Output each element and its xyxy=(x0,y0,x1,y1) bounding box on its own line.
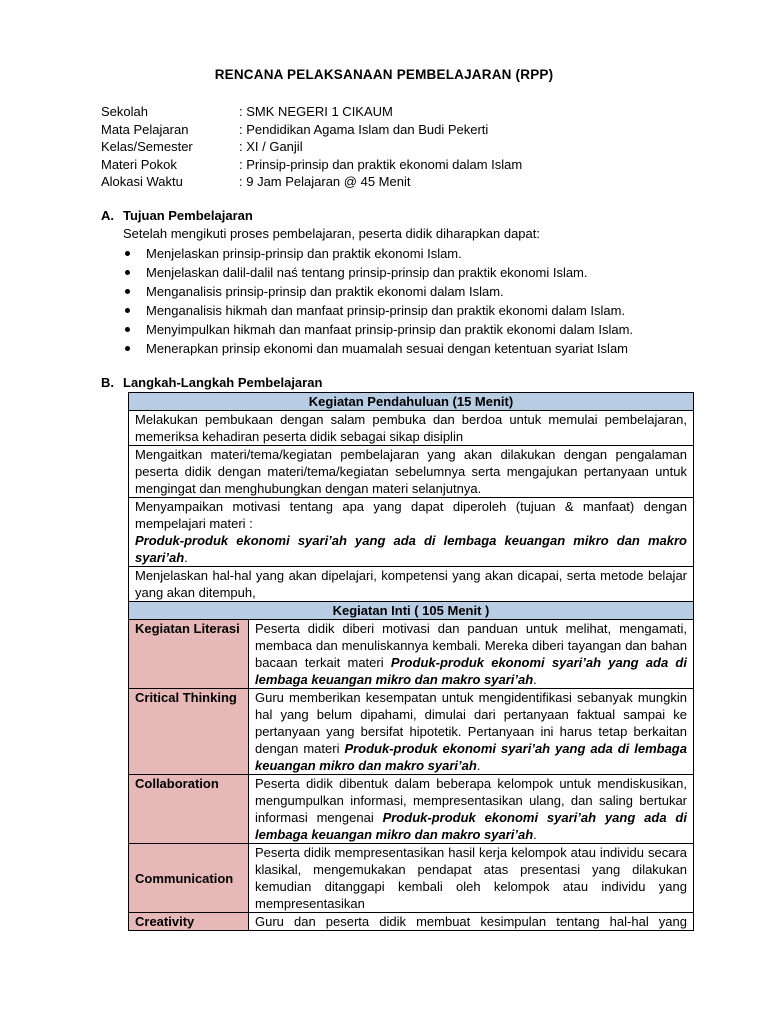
list-item-text: Menganalisis hikmah dan manfaat prinsip-prinsip dan praktik ekonomi dalam Islam. xyxy=(146,303,626,318)
activity-label: Creativity xyxy=(129,913,249,931)
step-text: Peserta didik dibentuk dalam beberapa kelompok untuk mendiskusikan, mengumpulkan informasi, mempresentasikan ulang, dan saling bertukar informasi mengenai xyxy=(255,776,687,825)
list-item xyxy=(123,339,633,358)
list-item xyxy=(123,282,633,301)
identity-label: Sekolah xyxy=(101,104,148,119)
identity-value: : 9 Jam Pelajaran @ 45 Menit xyxy=(239,174,411,189)
activity-label: Kegiatan Literasi xyxy=(129,620,249,689)
table-row xyxy=(129,689,694,775)
section-number: B. xyxy=(101,375,114,390)
list-item-text: Menyimpulkan hikmah dan manfaat prinsip-prinsip dan praktik ekonomi dalam Islam. xyxy=(146,322,634,337)
activity-description: Peserta didik diberi motivasi dan panduan untuk melihat, mengamati, membaca dan menuliskannya kembali. Mereka diberi tayangan dan bahan bacaan terkait materi Produk-produk ekonomi syari’ah yang ada di lembaga keuangan mikro dan makro syari’ah. xyxy=(249,620,694,689)
identity-label: Mata Pelajaran xyxy=(101,121,189,137)
table-row xyxy=(129,620,694,689)
section-number: A. xyxy=(101,208,114,223)
identity-row xyxy=(101,156,522,174)
identity-value: : Prinsip-prinsip dan praktik ekonomi dalam Islam xyxy=(239,156,523,172)
list-item xyxy=(123,301,633,320)
section-title: Tujuan Pembelajaran xyxy=(123,208,253,223)
pendahuluan-header: Kegiatan Pendahuluan (15 Menit) xyxy=(129,393,694,411)
table-row xyxy=(129,602,694,620)
activity-label: Communication xyxy=(129,844,249,913)
section-title: Langkah-Langkah Pembelajaran xyxy=(123,375,323,390)
step-text: Guru memberikan kesempatan untuk mengidentifikasi sebanyak mungkin hal yang belum dipahami, dimulai dari pertanyaan faktual sampai ke pertanyaan yang bersifat hipotetik. Pertanyaan ini harus tetap berkaitan dengan materi xyxy=(255,690,687,756)
list-item-text: Menganalisis prinsip-prinsip dan praktik ekonomi dalam Islam. xyxy=(146,284,504,299)
identity-row xyxy=(101,138,522,156)
activity-description: Peserta didik dibentuk dalam beberapa kelompok untuk mendiskusikan, mengumpulkan informasi, mempresentasikan ulang, dan saling bertukar informasi mengenai Produk-produk ekonomi syari’ah yang ada di lembaga keuangan mikro dan makro syari’ah. xyxy=(249,775,694,844)
step-text: Peserta didik diberi motivasi dan panduan untuk melihat, mengamati, membaca dan menuliskannya kembali. Mereka diberi tayangan dan bahan bacaan terkait materi xyxy=(255,621,687,670)
bullet-icon xyxy=(125,327,130,332)
activity-description: Guru memberikan kesempatan untuk mengidentifikasi sebanyak mungkin hal yang belum dipahami, dimulai dari pertanyaan faktual sampai ke pertanyaan yang bersifat hipotetik. Pertanyaan ini harus tetap berkaitan dengan materi Produk-produk ekonomi syari’ah yang ada di lembaga keuangan mikro dan makro syari’ah. xyxy=(249,689,694,775)
step-emphasis: Produk-produk ekonomi syari’ah yang ada di lembaga keuangan mikro dan makro syari’ah xyxy=(135,533,687,565)
step-emphasis: Produk-produk ekonomi syari’ah yang ada di lembaga keuangan mikro dan makro syari’ah xyxy=(255,655,687,687)
document-title: RENCANA PELAKSANAAN PEMBELAJARAN (RPP) xyxy=(214,67,554,82)
table-row xyxy=(129,567,694,602)
activity-description: Peserta didik mempresentasikan hasil kerja kelompok atau individu secara klasikal, mengemukakan pendapat atas presentasi yang dilakukan kemudian ditanggapi kembali oleh kelompok atau individu yang mempresentasikan xyxy=(249,844,694,913)
pendahuluan-step-4: Menjelaskan hal-hal yang akan dipelajari, kompetensi yang akan dicapai, serta metode belajar yang akan ditempuh, xyxy=(129,567,694,602)
step-emphasis: Produk-produk ekonomi syari’ah yang ada di lembaga keuangan mikro dan makro syari’ah xyxy=(255,741,687,773)
step-text: Menyampaikan motivasi tentang apa yang dapat diperoleh (tujuan & manfaat) dengan mempelajari materi : xyxy=(135,499,687,531)
pendahuluan-step-1: Melakukan pembukaan dengan salam pembuka dan berdoa untuk memulai pembelajaran, memeriksa kehadiran peserta didik sebagai sikap disiplin xyxy=(129,411,694,446)
identity-label: Alokasi Waktu xyxy=(101,174,183,189)
identity-row xyxy=(101,103,522,121)
table-row xyxy=(129,844,694,913)
activity-description: Guru dan peserta didik membuat kesimpulan tentang hal-hal yang xyxy=(249,913,694,931)
bullet-icon xyxy=(125,251,130,256)
identity-row xyxy=(101,173,522,191)
activity-label: Collaboration xyxy=(129,775,249,844)
activity-label: Critical Thinking xyxy=(129,689,249,775)
inti-header: Kegiatan Inti ( 105 Menit ) xyxy=(129,602,694,620)
table-row xyxy=(129,775,694,844)
identity-block xyxy=(101,103,522,191)
identity-label: Materi Pokok xyxy=(101,156,177,172)
identity-value: : SMK NEGERI 1 CIKAUM xyxy=(239,104,393,119)
list-item xyxy=(123,320,633,339)
identity-value: : XI / Ganjil xyxy=(239,139,303,154)
table-row xyxy=(129,446,694,498)
step-emphasis: Produk-produk ekonomi syari’ah yang ada di lembaga keuangan mikro dan makro syari’ah xyxy=(255,810,687,842)
bullet-icon xyxy=(125,270,130,275)
pendahuluan-step-2: Mengaitkan materi/tema/kegiatan pembelajaran yang akan dilakukan dengan pengalaman peserta didik dengan materi/tema/kegiatan sebelumnya serta mengajukan pertanyaan untuk mengingat dan menghubungkan dengan materi selanjutnya. xyxy=(129,446,694,498)
table-row xyxy=(129,393,694,411)
section-a-heading xyxy=(101,208,253,223)
table-row xyxy=(129,913,694,931)
bullet-icon xyxy=(125,289,130,294)
section-b-heading xyxy=(101,375,322,390)
list-item xyxy=(123,244,633,263)
list-item-text: Menjelaskan dalil-dalil naś tentang prinsip-prinsip dan praktik ekonomi Islam. xyxy=(146,265,588,280)
list-item-text: Menjelaskan prinsip-prinsip dan praktik ekonomi Islam. xyxy=(146,246,462,261)
bullet-icon xyxy=(125,346,130,351)
list-item-text: Menerapkan prinsip ekonomi dan muamalah sesuai dengan ketentuan syariat Islam xyxy=(146,341,629,356)
table-row xyxy=(129,411,694,446)
objectives-list xyxy=(123,244,633,358)
identity-row xyxy=(101,121,522,139)
objectives-intro: Setelah mengikuti proses pembelajaran, peserta didik diharapkan dapat: xyxy=(123,226,540,241)
identity-value: : Pendidikan Agama Islam dan Budi Pekerti xyxy=(239,121,489,137)
learning-steps-table xyxy=(128,392,694,931)
table-row xyxy=(129,498,694,567)
bullet-icon xyxy=(125,308,130,313)
list-item xyxy=(123,263,633,282)
pendahuluan-step-3: Menyampaikan motivasi tentang apa yang dapat diperoleh (tujuan & manfaat) dengan mempelajari materi : Produk-produk ekonomi syari’ah yang ada di lembaga keuangan mikro dan makro syari’ah. xyxy=(129,498,694,567)
identity-label: Kelas/Semester xyxy=(101,139,193,154)
